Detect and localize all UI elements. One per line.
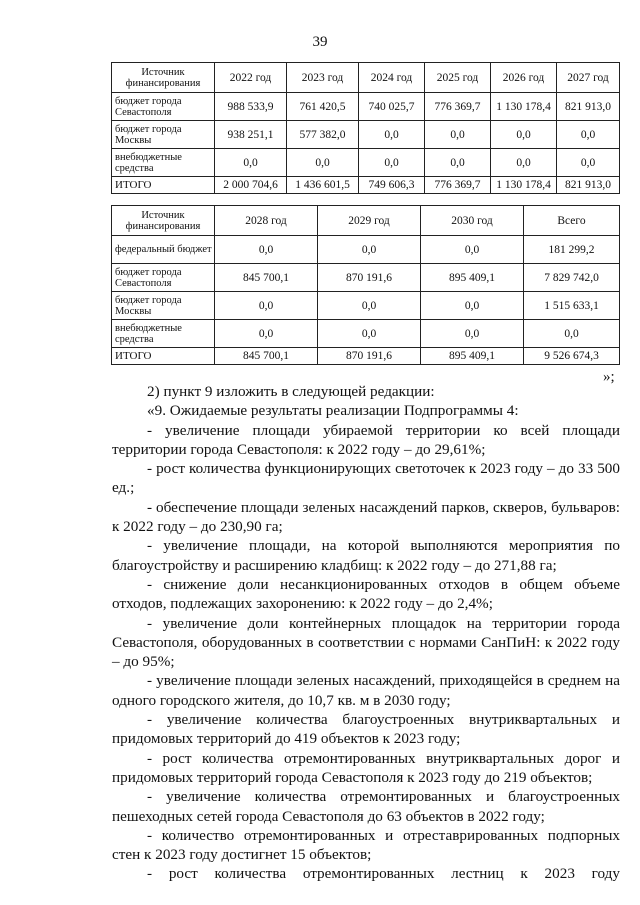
table-cell: 0,0 — [215, 292, 318, 320]
table-cell: 776 369,7 — [425, 177, 491, 194]
table-cell: 7 829 742,0 — [524, 264, 620, 292]
table-cell: 821 913,0 — [557, 177, 620, 194]
table-cell: 0,0 — [557, 121, 620, 149]
table-header-row — [112, 63, 620, 93]
table-cell: 0,0 — [215, 149, 287, 177]
column-header: 2028 год — [215, 206, 318, 236]
column-header: 2029 год — [318, 206, 421, 236]
column-header: 2030 год — [421, 206, 524, 236]
table-cell: 0,0 — [215, 236, 318, 264]
table-row — [112, 93, 620, 121]
table-cell: 0,0 — [524, 320, 620, 348]
table-cell: 0,0 — [359, 149, 425, 177]
paragraph: 2) пункт 9 изложить в следующей редакции: — [147, 383, 435, 400]
paragraph: - увеличение площади зеленых насаждений, приходящейся в среднем на одного городского жителя, до 10,7 кв. м в 2030 году; — [112, 672, 620, 709]
table-row — [112, 264, 620, 292]
table-cell: 761 420,5 — [287, 93, 359, 121]
table-cell: 0,0 — [318, 320, 421, 348]
column-header: Источник финансирования — [112, 63, 215, 93]
table-cell: 1 515 633,1 — [524, 292, 620, 320]
row-label: внебюджетные средства — [112, 149, 215, 177]
row-label: федеральный бюджет — [112, 236, 215, 264]
table-cell: 821 913,0 — [557, 93, 620, 121]
paragraph: - количество отремонтированных и отреставрированных подпорных стен к 2023 году достигнет 15 объектов; — [112, 826, 620, 864]
column-header: 2027 год — [557, 63, 620, 93]
table-cell: 0,0 — [425, 149, 491, 177]
table-cell: 0,0 — [359, 121, 425, 149]
table-cell: 181 299,2 — [524, 236, 620, 264]
table-header-row — [112, 206, 620, 236]
table-cell: 1 436 601,5 — [287, 177, 359, 194]
table-row — [112, 121, 620, 149]
paragraph: - снижение доли несанкционированных отходов в общем объеме отходов, подлежащих захоронению: к 2022 году – до 2,4%; — [112, 575, 620, 613]
table-cell: 0,0 — [421, 236, 524, 264]
paragraph: - увеличение количества благоустроенных внутриквартальных и придомовых территорий до 419 объектов к 2023 году; — [112, 711, 620, 748]
table-cell: 0,0 — [421, 292, 524, 320]
table-row — [112, 149, 620, 177]
table-cell: 895 409,1 — [421, 264, 524, 292]
table-cell: 749 606,3 — [359, 177, 425, 194]
table-cell: 0,0 — [318, 236, 421, 264]
table-cell: 988 533,9 — [215, 93, 287, 121]
expected-results-text — [112, 382, 620, 884]
row-label: ИТОГО — [112, 348, 215, 365]
table-cell: 0,0 — [215, 320, 318, 348]
table-row — [112, 320, 620, 348]
table-cell: 938 251,1 — [215, 121, 287, 149]
table-cell: 845 700,1 — [215, 264, 318, 292]
column-header: 2025 год — [425, 63, 491, 93]
table-cell: 9 526 674,3 — [524, 348, 620, 365]
quote-closing-mark: »; — [603, 369, 615, 385]
row-label: бюджет города Москвы — [112, 292, 215, 320]
column-header: 2022 год — [215, 63, 287, 93]
page-number: 39 — [312, 34, 328, 50]
row-label: ИТОГО — [112, 177, 215, 194]
row-label: бюджет города Севастополя — [112, 93, 215, 121]
table-row — [112, 236, 620, 264]
column-header: 2026 год — [491, 63, 557, 93]
financing-table-2028-2030 — [111, 205, 620, 365]
table-cell: 577 382,0 — [287, 121, 359, 149]
column-header: 2023 год — [287, 63, 359, 93]
table-cell: 870 191,6 — [318, 264, 421, 292]
paragraph: - рост количества отремонтированных лестниц к 2023 году — [147, 865, 620, 883]
table-cell: 895 409,1 — [421, 348, 524, 365]
table-cell: 2 000 704,6 — [215, 177, 287, 194]
table-cell: 0,0 — [318, 292, 421, 320]
column-header: Источник финансирования — [112, 206, 215, 236]
table-cell: 0,0 — [491, 149, 557, 177]
paragraph: - обеспечение площади зеленых насаждений парков, скверов, бульваров: к 2022 году – до 230,90 га; — [112, 498, 620, 536]
table-cell: 0,0 — [421, 320, 524, 348]
table-cell: 0,0 — [491, 121, 557, 149]
table-cell: 0,0 — [287, 149, 359, 177]
table-cell: 0,0 — [557, 149, 620, 177]
paragraph: - рост количества отремонтированных внутриквартальных дорог и придомовых территорий города Севастополя к 2023 году до 219 объектов; — [112, 749, 620, 786]
paragraph: - увеличение количества отремонтированных и благоустроенных пешеходных сетей города Севастополя до 63 объектов в 2022 году; — [112, 788, 620, 825]
paragraph: - увеличение площади убираемой территории ко всей площади территории города Севастополя: к 2022 году – до 29,61%; — [112, 421, 620, 458]
table-cell: 1 130 178,4 — [491, 177, 557, 194]
table-cell: 740 025,7 — [359, 93, 425, 121]
row-label: внебюджетные средства — [112, 320, 215, 348]
row-label: бюджет города Севастополя — [112, 264, 215, 292]
table-cell: 845 700,1 — [215, 348, 318, 365]
table-cell: 870 191,6 — [318, 348, 421, 365]
table-cell: 0,0 — [425, 121, 491, 149]
table-row — [112, 348, 620, 365]
table-cell: 776 369,7 — [425, 93, 491, 121]
table-cell: 1 130 178,4 — [491, 93, 557, 121]
paragraph: - увеличение площади, на которой выполняются мероприятия по благоустройству и расширению кладбищ: к 2022 году – до 271,88 га; — [112, 537, 620, 574]
financing-table-2022-2027 — [111, 62, 620, 194]
column-header: Всего — [524, 206, 620, 236]
paragraph: - увеличение доли контейнерных площадок на территории города Севастополя, оборудованных в соответствии с нормами СанПиН: к 2022 году – до 95%; — [112, 614, 620, 671]
paragraph: - рост количества функционирующих светоточек к 2023 году – до 33 500 ед.; — [112, 460, 620, 497]
paragraph: «9. Ожидаемые результаты реализации Подпрограммы 4: — [147, 402, 519, 420]
table-row — [112, 177, 620, 194]
row-label: бюджет города Москвы — [112, 121, 215, 149]
table-row — [112, 292, 620, 320]
column-header: 2024 год — [359, 63, 425, 93]
